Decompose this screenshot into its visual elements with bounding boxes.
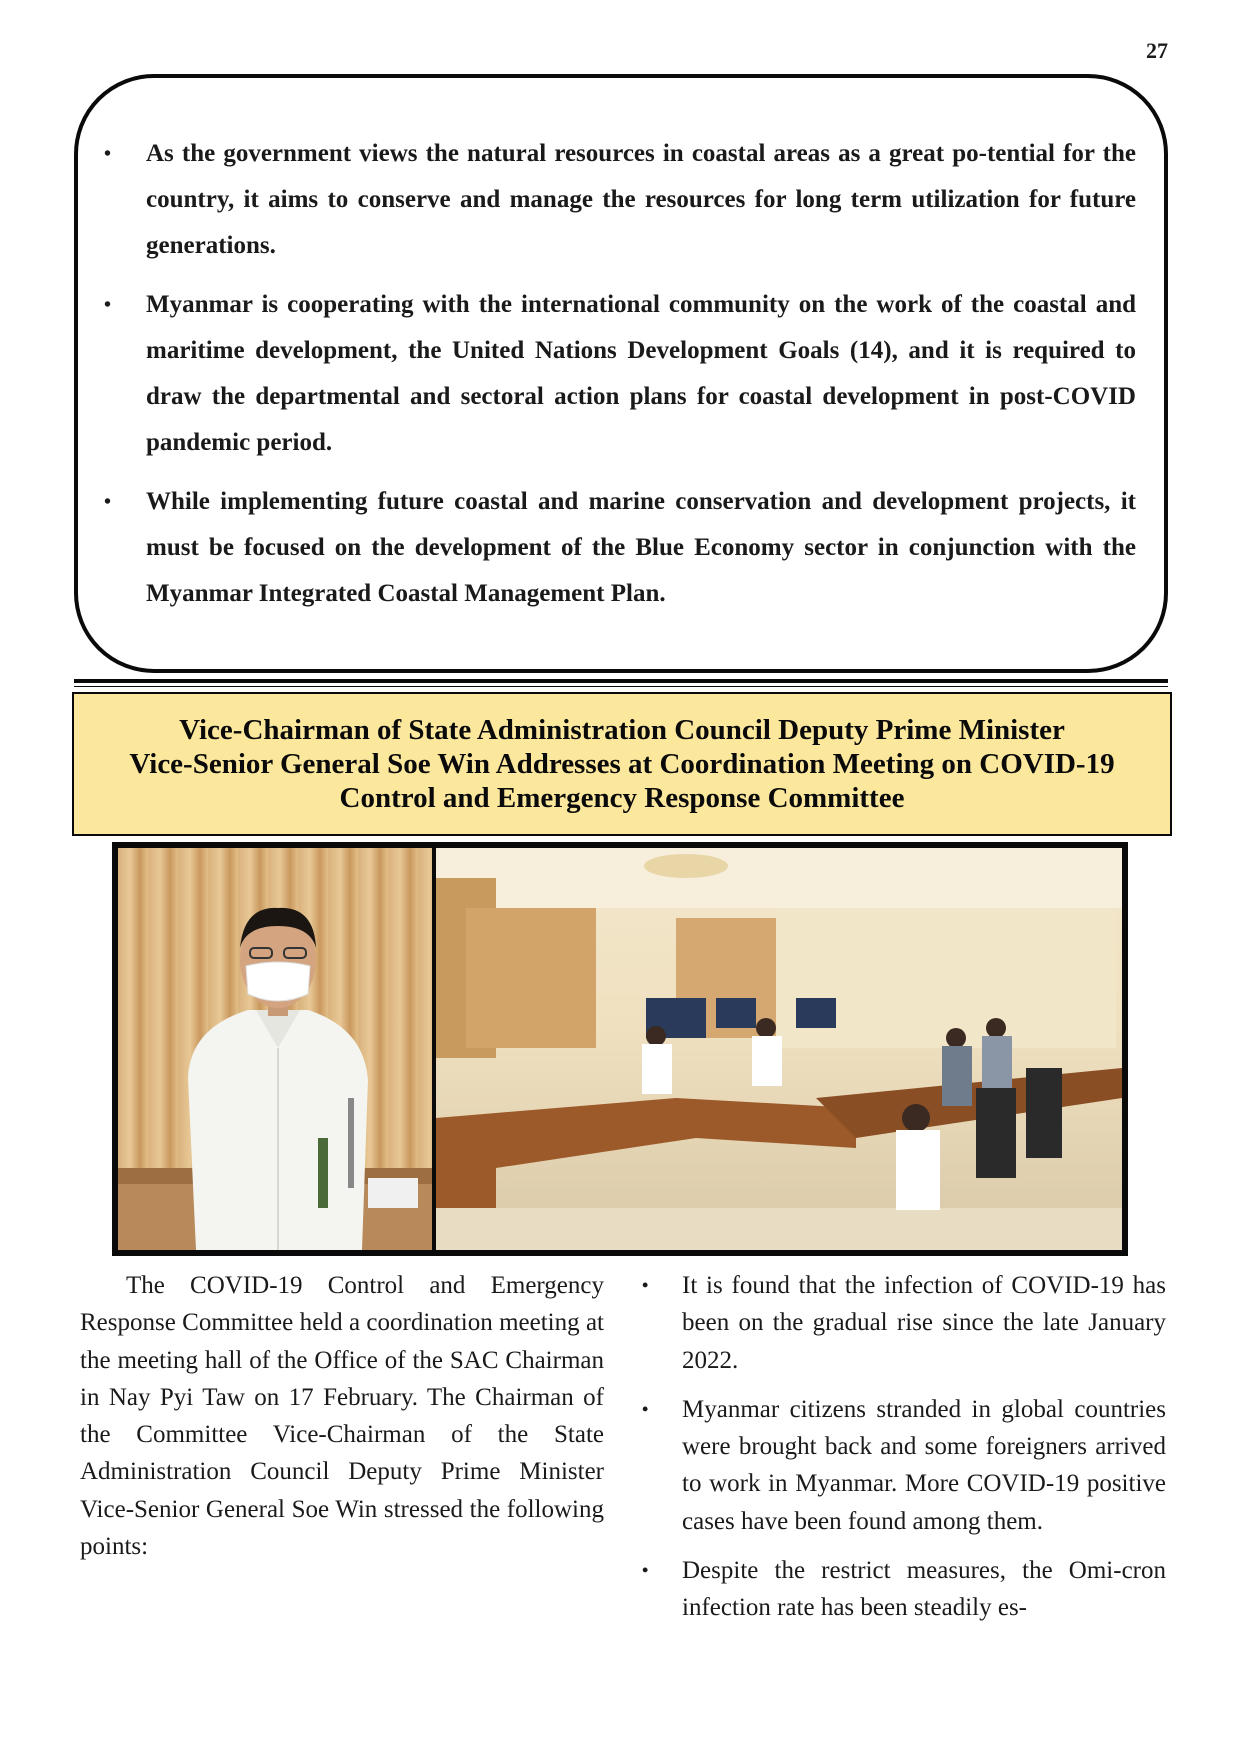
bullet-icon: • [642,1560,649,1581]
summary-bullet-text: Myanmar is cooperating with the international community on the work of the coastal and maritime development, the United Nations Development Goals (14), and it is required to draw the departmental and sectoral action plans for coastal development in post-COVID pandemic period. [146,291,1136,456]
summary-bullet-text: As the government views the natural resources in coastal areas as a great po-tential for the country, it aims to conserve and manage the resources for long term utilization for future generations. [146,140,1136,259]
summary-bullet-item [104,131,1136,269]
meeting-hall-photo [436,848,1122,1250]
headline-line-2: Vice-Senior General Soe Win Addresses at Coordination Meeting on COVID-19 [129,748,1115,780]
summary-bullet-list [104,131,1136,630]
article-bullet-text: It is found that the infection of COVID-19 has been on the gradual rise since the late January 2022. [682,1272,1166,1374]
headline-line-3: Control and Emergency Response Committee [339,782,905,814]
article-bullet-item [642,1552,1166,1627]
article-headline-box [72,692,1172,836]
article-bullet-text: Myanmar citizens stranded in global countries were brought back and some foreigners arrived to work in Myanmar. More COVID-19 positive cases have been found among them. [682,1395,1166,1535]
bullet-icon: • [642,1398,649,1419]
article-bullet-item [642,1267,1166,1379]
headline-line-1: Vice-Chairman of State Administration Council Deputy Prime Minister [179,714,1065,746]
summary-bullet-item [104,479,1136,617]
page-number: 27 [1146,38,1168,63]
article-bullet-item [642,1391,1166,1540]
bullet-icon: • [642,1275,649,1295]
section-divider-thick [74,679,1168,683]
speaker-photo-illustration [118,848,432,1250]
photo-frame [112,842,1128,1256]
meeting-hall-photo-illustration [436,848,1122,1250]
article-bullet-list [642,1267,1166,1639]
summary-bullet-item [104,282,1136,466]
article-body-left: The COVID-19 Control and Emergency Response Committee held a coordination meeting at the meeting hall of the Office of the SAC Chairman in Nay Pyi Taw on 17 February. The Chairman of the Committee Vice-Chairman of the State Administration Council Deputy Prime Minister Vice-Senior General Soe Win stressed the following points: [80,1272,604,1561]
section-divider-thin [74,686,1168,687]
bullet-icon: • [104,294,112,316]
bullet-icon: • [104,143,112,165]
article-bullet-text: Despite the restrict measures, the Omi-cron infection rate has been steadily es- [682,1557,1166,1622]
speaker-photo [118,848,432,1250]
summary-bullet-text: While implementing future coastal and marine conservation and development projects, it must be focused on the development of the Blue Economy sector in conjunction with the Myanmar Integrated Coastal Management Plan. [146,488,1136,607]
bullet-icon: • [104,491,112,513]
